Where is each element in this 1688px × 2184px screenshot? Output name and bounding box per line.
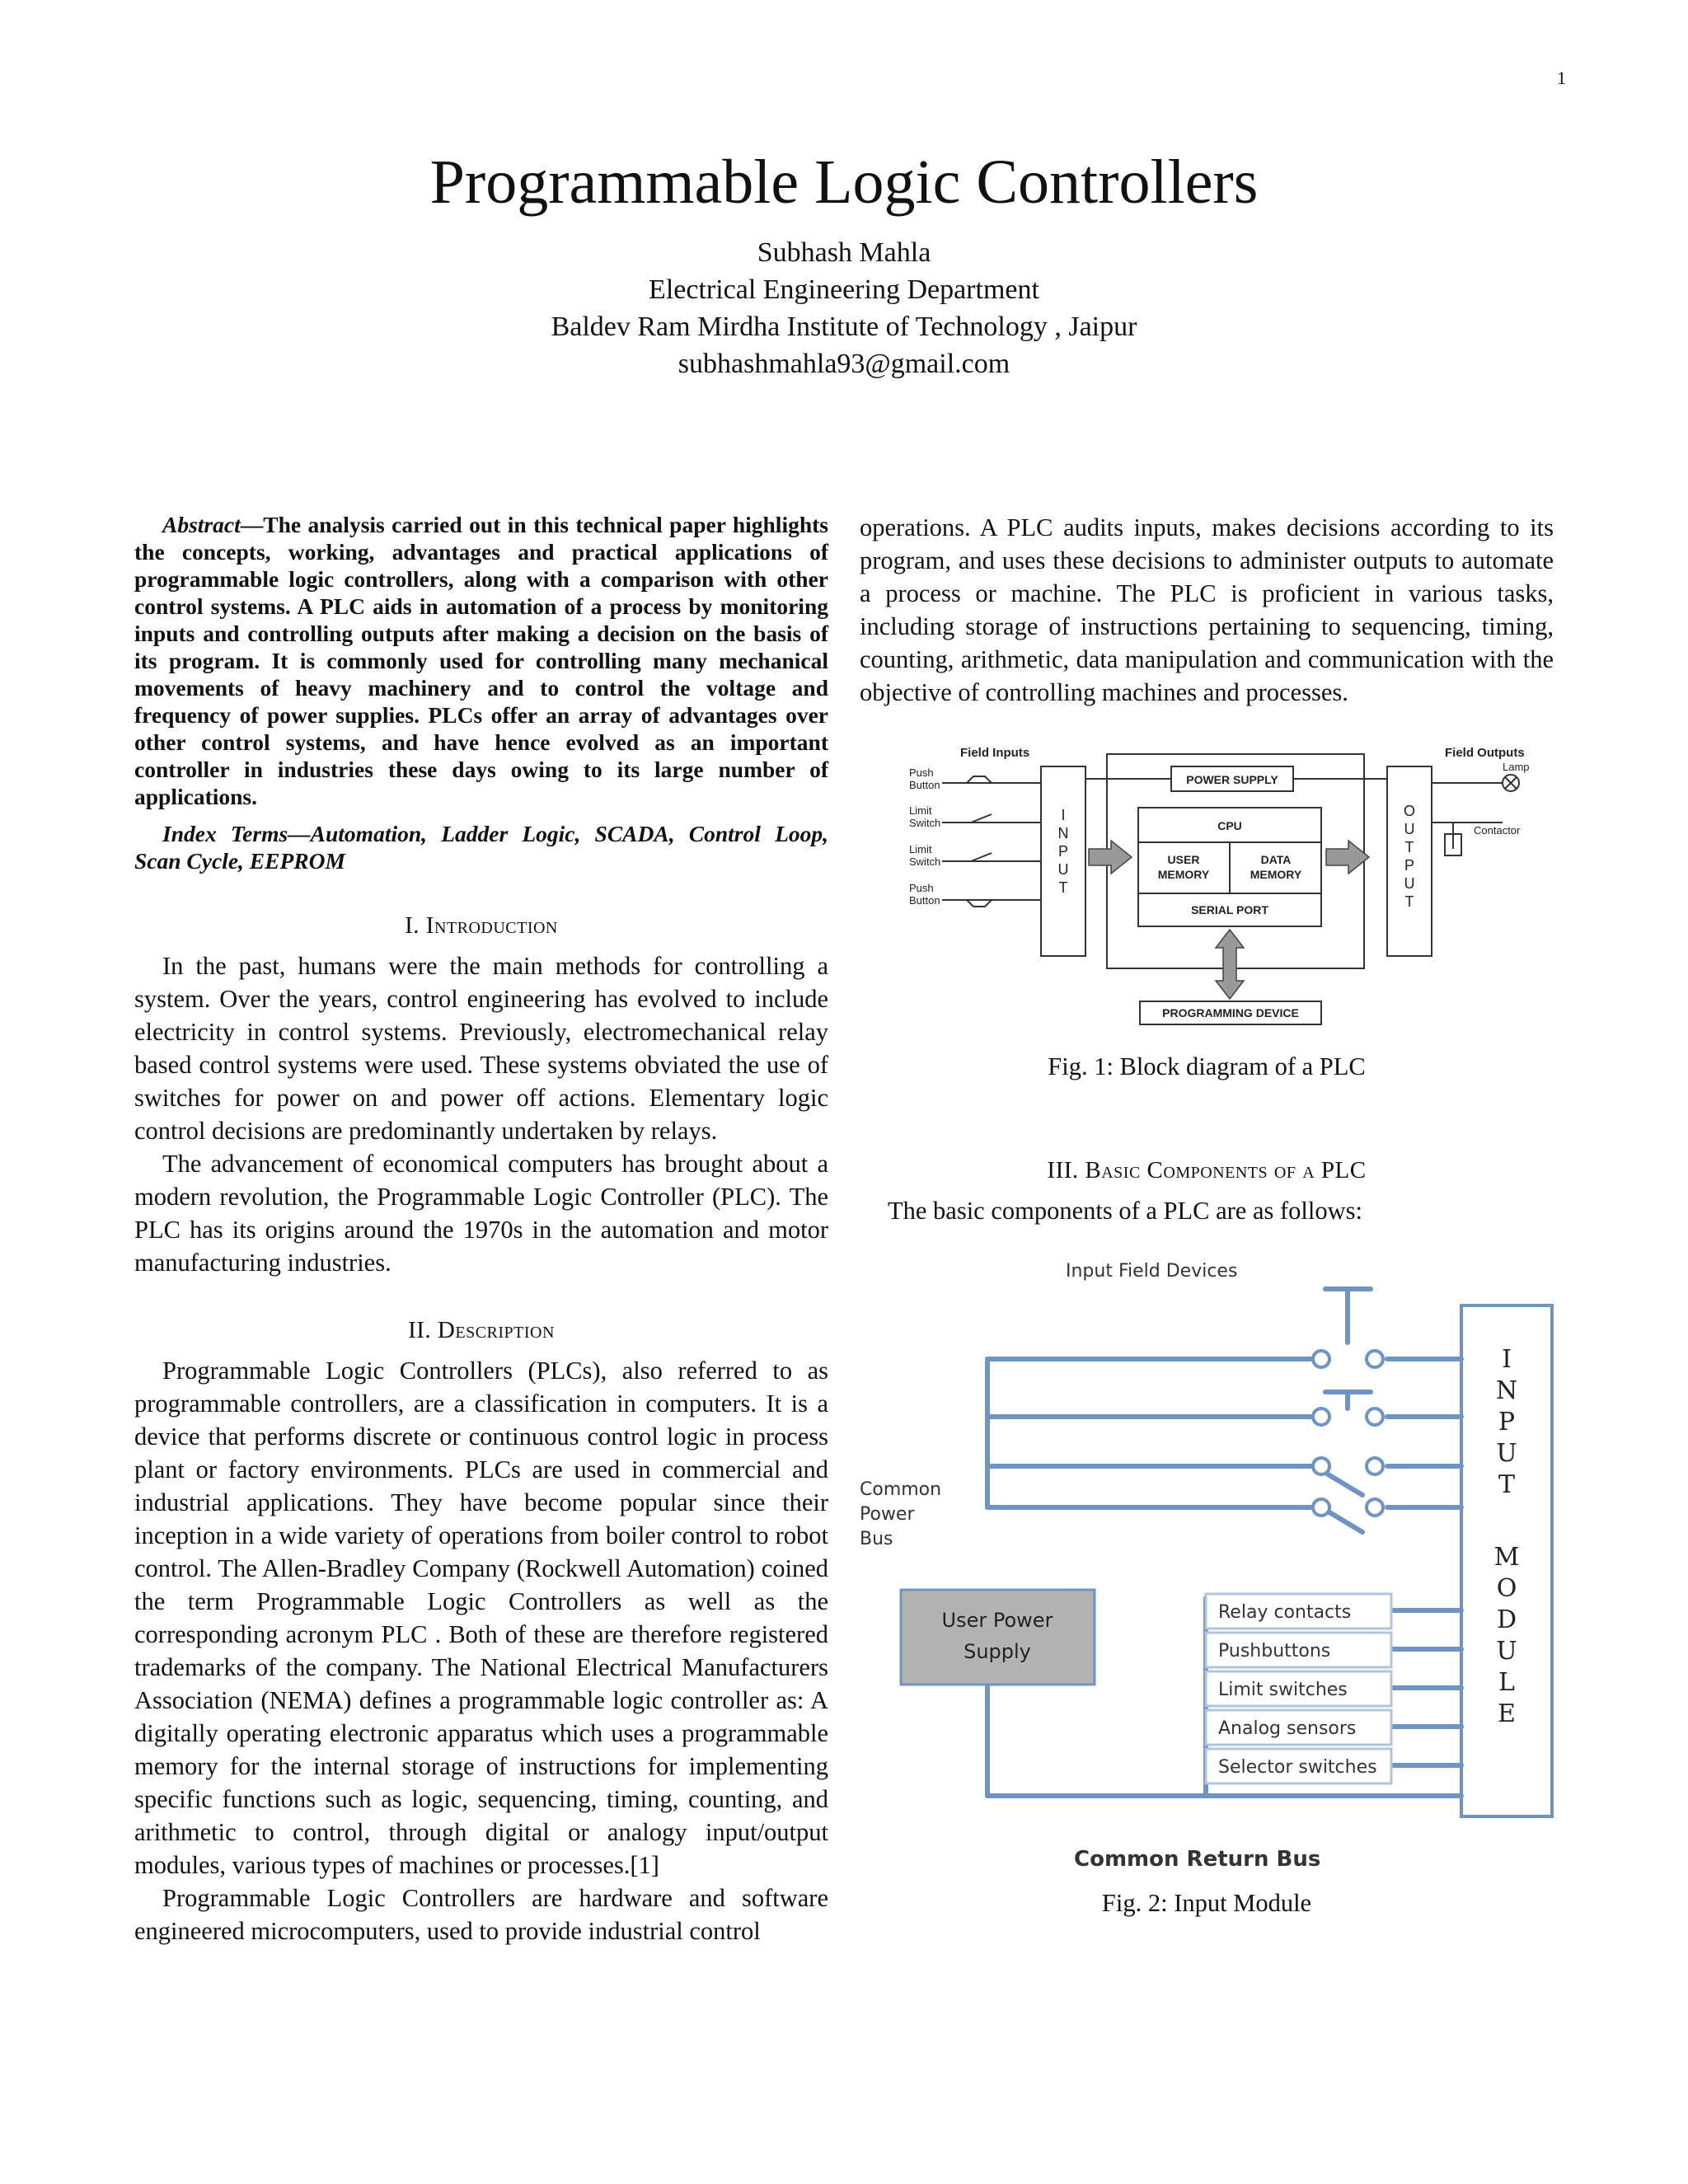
common-return-bus-label: Common Return Bus	[1074, 1847, 1321, 1872]
common-power-bus-label: Common	[860, 1479, 942, 1500]
section-numeral: II.	[408, 1317, 432, 1343]
device-limit-switches: Limit switches	[1218, 1680, 1348, 1700]
input-2-label-2: Switch	[909, 817, 941, 829]
module-letter: I	[1502, 1345, 1512, 1374]
abstract-lead: Abstract	[162, 512, 241, 537]
input-letter: P	[1057, 843, 1069, 860]
module-letter: P	[1498, 1408, 1516, 1436]
input-letter: I	[1061, 807, 1066, 823]
user-memory-label-2: MEMORY	[1157, 868, 1210, 881]
right-column	[860, 511, 1554, 1919]
abstract	[134, 511, 828, 810]
device-pushbuttons: Pushbuttons	[1218, 1641, 1331, 1661]
basic-components-paragraph: The basic components of a PLC are as follows:	[888, 1197, 1362, 1225]
section-heading-basic-components	[860, 1157, 1554, 1184]
description-paragraph-1: Programmable Logic Controllers (PLCs), also referred to as programmable controllers, are a classification in computers. It is a device that performs discrete or continuous control logic in process plant or factory environments. PLCs are used in commercial and industrial applications. They have become popular since their inception in a wide variety of operations from boiler control to robot control. The Allen-Bradley Company (Rockwell Automation) coined the term Programmable Logic Controllers as well as the corresponding acronym PLC . Both of these are therefore registered trademarks of the company. The National Electrical Manufacturers Association (NEMA) defines a programmable logic controller as: A digitally operating electronic apparatus which uses a programmable memory for the internal storage of instructions for implementing specific functions such as logic, sequencing, timing, counting, and arithmetic to control, through digital or analogy input/output modules, various types of machines or processes.[1]	[134, 1357, 828, 1879]
author-institute: Baldev Ram Mirdha Institute of Technology , Jaipur	[551, 311, 1137, 342]
field-inputs-label: Field Inputs	[960, 746, 1030, 760]
section-numeral: III.	[1047, 1157, 1079, 1183]
module-letter: N	[1495, 1376, 1518, 1405]
index-terms: Index Terms—Automation, Ladder Logic, SCADA, Control Loop, Scan Cycle, EEPROM	[134, 821, 828, 874]
common-power-bus-label-3: Bus	[860, 1529, 893, 1549]
input-3-label: Limit	[909, 843, 932, 855]
figure-2-caption: Fig. 2: Input Module	[1101, 1889, 1312, 1917]
page-number: 1	[1557, 68, 1566, 88]
figure-2	[860, 1244, 1554, 1919]
user-memory-label: USER	[1167, 853, 1200, 866]
common-power-bus-label-2: Power	[860, 1504, 915, 1525]
input-4-label: Push	[909, 882, 934, 894]
output-letter: P	[1404, 857, 1415, 874]
input-letter: T	[1058, 879, 1068, 896]
section-title: Basic Components of a	[1085, 1157, 1315, 1183]
author-department: Electrical Engineering Department	[649, 274, 1039, 305]
intro-paragraph-1: In the past, humans were the main methods for controlling a system. Over the years, control engineering has evolved to include electricity in control systems. Previously, electromechanical relay based control systems were used. These systems obviated the use of switches for power on and power off actions. Elementary logic control decisions are predominantly undertaken by relays.	[134, 952, 828, 1145]
section-title: Description	[437, 1317, 555, 1343]
module-letter: T	[1498, 1470, 1516, 1499]
input-arrow-icon	[1089, 841, 1132, 874]
input-1-label-2: Button	[909, 779, 940, 791]
input-2-label: Limit	[909, 804, 932, 817]
left-column	[134, 511, 828, 1947]
module-letter: U	[1496, 1637, 1517, 1666]
section-heading-description	[134, 1317, 828, 1344]
section-title-acronym: PLC	[1320, 1157, 1367, 1183]
device-selector-switches: Selector switches	[1218, 1757, 1377, 1778]
user-power-supply-label: User Power	[941, 1609, 1053, 1632]
paper-title: Programmable Logic Controllers	[429, 148, 1259, 217]
module-letter: D	[1496, 1605, 1517, 1634]
section-title: Introduction	[425, 912, 558, 939]
output-arrow-icon	[1326, 841, 1369, 874]
module-letter: O	[1496, 1574, 1517, 1603]
module-letter: E	[1498, 1699, 1516, 1728]
output-letter: U	[1404, 875, 1415, 892]
input-1-label: Push	[909, 766, 934, 779]
output-letter: U	[1404, 821, 1415, 837]
lamp-label: Lamp	[1503, 761, 1530, 773]
device-relay-contacts: Relay contacts	[1218, 1602, 1352, 1623]
input-field-devices-label: Input Field Devices	[1066, 1261, 1238, 1282]
input-letter: N	[1057, 825, 1069, 841]
section-heading-introduction	[134, 912, 828, 940]
abstract-text: —The analysis carried out in this technical paper highlights the concepts, working, advantages and practical applications of programmable logic controllers, along with a comparison with other control systems. A PLC aids in automation of a process by monitoring inputs and controlling outputs after making a decision on the basis of its program. It is commonly used for controlling many mechanical movements of heavy machinery and to control the voltage and frequency of power supplies. PLCs offer an array of advantages over other control systems, and have hence evolved as an important controller in industries these days owing to its large number of applications.	[134, 512, 828, 809]
serial-port-label: SERIAL PORT	[1191, 903, 1268, 916]
input-4-label-2: Button	[909, 894, 940, 907]
contactor-label: Contactor	[1474, 824, 1521, 837]
description-paragraph-2: Programmable Logic Controllers are hardware and software engineered microcomputers, used to provide industrial control	[134, 1884, 828, 1945]
description-paragraph-3: operations. A PLC audits inputs, makes decisions according to its program, and uses these decisions to administer outputs to automate a process or machine. The PLC is proficient in various tasks, including storage of instructions pertaining to sequencing, timing, counting, arithmetic, data manipulation and communication with the objective of controlling machines and processes.	[860, 513, 1554, 706]
field-outputs-label: Field Outputs	[1445, 746, 1525, 760]
power-supply-label: POWER SUPPLY	[1186, 773, 1278, 786]
author-name: Subhash Mahla	[757, 237, 931, 268]
output-letter: O	[1403, 803, 1416, 819]
section-numeral: I.	[405, 912, 420, 939]
input-letter: U	[1057, 861, 1069, 878]
output-letter: T	[1404, 893, 1414, 910]
figure-1-caption: Fig. 1: Block diagram of a PLC	[1048, 1052, 1366, 1080]
module-letter: M	[1493, 1543, 1520, 1572]
author-email: subhashmahla93@gmail.com	[678, 348, 1010, 379]
module-letter: L	[1498, 1668, 1515, 1697]
paper-header	[0, 148, 1688, 382]
intro-paragraph-2: The advancement of economical computers has brought about a modern revolution, the Programmable Logic Controller (PLC). The PLC has its origins around the 1970s in the automation and motor manufacturing industries.	[134, 1150, 828, 1277]
user-power-supply-label-2: Supply	[964, 1640, 1031, 1663]
user-power-supply-box	[901, 1590, 1095, 1685]
programming-arrow-icon	[1216, 930, 1244, 999]
figure-1	[860, 742, 1554, 1083]
module-letter: U	[1496, 1439, 1517, 1468]
data-memory-label: DATA	[1260, 853, 1292, 866]
data-memory-label-2: MEMORY	[1250, 868, 1302, 881]
cpu-label: CPU	[1217, 819, 1242, 832]
output-letter: T	[1404, 839, 1414, 855]
input-module-diagram	[860, 1244, 1554, 1886]
input-3-label-2: Switch	[909, 855, 941, 868]
plc-block-diagram	[860, 742, 1554, 1038]
programming-device-label: PROGRAMMING DEVICE	[1162, 1006, 1299, 1019]
device-analog-sensors: Analog sensors	[1218, 1718, 1357, 1739]
